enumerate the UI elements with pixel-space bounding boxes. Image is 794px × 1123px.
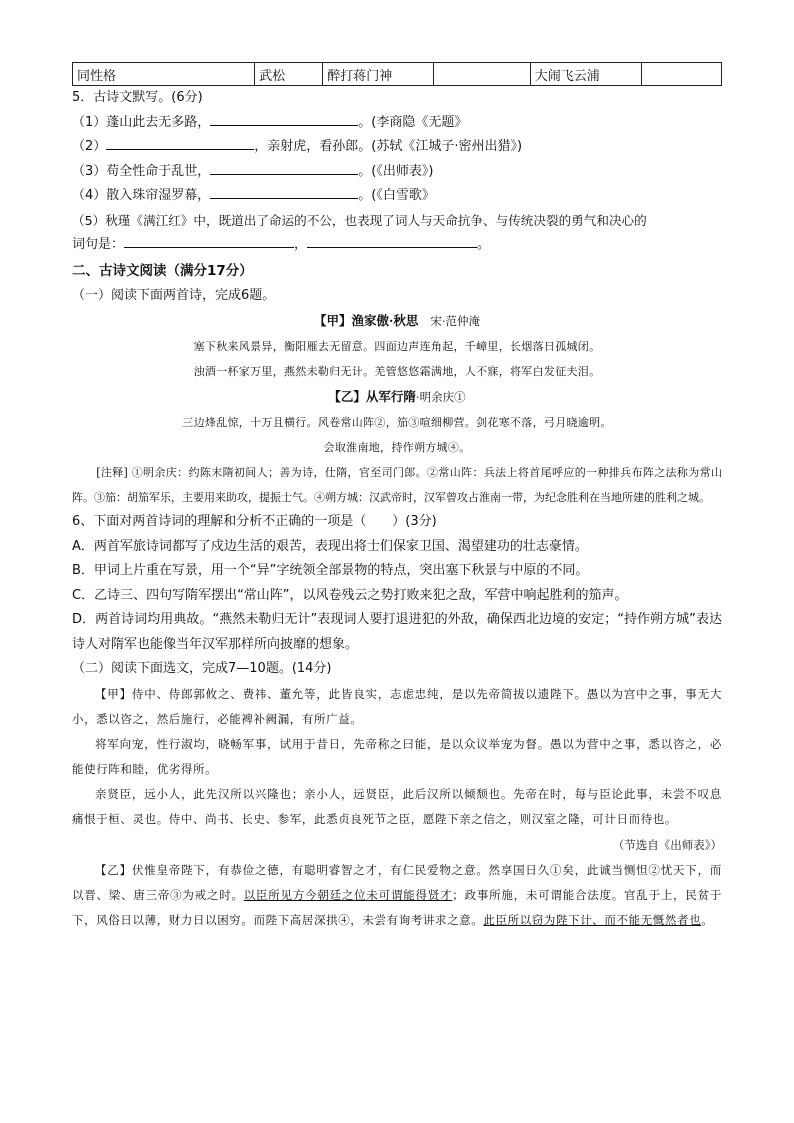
table-cell: 武松 [255,63,323,86]
table-cell: 醉打蒋门神 [323,63,434,86]
answer-blank[interactable] [307,233,477,248]
section-2-title: 二、古诗文阅读（满分17分） [72,262,253,279]
poem-2-title [72,384,722,410]
option-c[interactable]: C．乙诗三、四句写隋军摆出“常山阵”，以风卷残云之势打败来犯之敌，军营中响起胜利的笳声。 [72,587,628,603]
q5-item-1-suffix: 。(李商隐《无题》 [358,114,468,130]
answer-blank[interactable] [210,111,358,126]
answer-blank[interactable] [106,135,254,150]
table-row [73,63,722,86]
poem-2-author: ·明余庆① [415,390,466,404]
passage-2-part-1: 【乙】伏惟皇帝陛下，有恭俭之德，有聪明睿智之才，有仁民爱物之意。然享国日久①矣，此诚当恻怛②忧天下，而以晋、梁、唐三帝③为戒之时。 [72,862,722,902]
q5-item-3-prefix: （3）苟全性命于乱世， [72,163,211,179]
exam-page [72,62,722,933]
passage-2-part-3: 。 [701,912,714,927]
table-cell [641,63,721,86]
q5-item-3 [72,160,722,185]
poem-2-line-2: 会取淮南地，持作朔方城④。 [323,441,471,454]
answer-blank[interactable] [124,233,294,248]
q5-item-4-prefix: （4）散入珠帘湿罗幕， [72,188,211,203]
subsection-2-title: （二）阅读下面选文，完成7—10题。(14分) [72,661,332,676]
poem-2-line-1: 三边烽乱惊，十万且横行。风卷常山阵②，笳③喧细柳营。剑花寒不落，弓月晓逾明。 [182,416,612,429]
underlined-sentence-1: 以臣所见方今朝廷之位未可谓能得贤才 [243,887,453,902]
table-cell: 大闹飞云浦 [530,63,641,86]
table-cell [434,63,531,86]
answer-blank[interactable] [210,184,358,199]
passage-1-source: （节选自《出师表》） [612,837,722,852]
q5-item-1-prefix: （1）蓬山此去无多路， [72,114,211,130]
q5-item-2-suffix: ，亲射虎，看孙郎。(苏轼《江城子·密州出猎》) [254,139,523,154]
q5-item-3-suffix: 。(《出师表》) [358,163,434,179]
subsection-1-title: （一）阅读下面两首诗，完成6题。 [72,287,276,303]
question-6: 6、下面对两首诗词的理解和分析不正确的一项是（ ）(3分) [72,514,437,529]
q5-item-4 [72,184,722,209]
q5-title: 5．古诗文默写。(6分) [72,90,203,105]
option-a[interactable]: A．两首军旅诗词都写了戍边生活的艰苦，表现出将士们保家卫国、渴望建功的壮志豪情。 [72,538,588,554]
poem-notes: [注释] ①明余庆：约陈末隋初间人；善为诗，仕隋，官至司门郎。②常山阵：兵法上将首尾呼应的一种排兵布阵之法称为常山阵。③笳：胡笳军乐，主要用来助攻，提振士气。④朔方城：汉武帝时，汉军曾攻占淮南一带，为纪念胜利在当地所建的胜利之城。 [72,466,722,504]
q5-item-2-prefix: （2） [72,139,107,154]
q5-item-5-comma: ， [294,237,308,252]
passage-1-para-3: 亲贤臣，远小人，此先汉所以兴隆也；亲小人，远贤臣，此后汉所以倾颓也。先帝在时，每与臣论此事，未尝不叹息痛恨于桓、灵也。侍中、尚书、长史、参军，此悉贞良死节之臣，愿陛下亲之信之，则汉室之隆，可计日而待也。 [72,786,722,826]
poem-1-line-2: 浊酒一杯家万里，燕然未勒归无计。羌管悠悠霜满地，人不寐，将军白发征夫泪。 [193,365,601,378]
q5-item-1 [72,111,722,136]
option-d[interactable]: D．两首诗词均用典故。“燕然未勒归无计”表现词人要打退进犯的外敌，确保西北边境的安定；“持作朔方城”表达诗人对隋军也能像当年汉军那样所向披靡的想象。 [72,612,722,652]
q5-item-5-prefix: 词句是： [72,237,125,252]
passage-2 [72,858,722,933]
option-b[interactable]: B．甲词上片重在写景，用一个“异”字统领全部景物的特点，突出塞下秋景与中原的不同。 [72,563,589,578]
poem-1-title [72,308,722,334]
table-cell: 同性格 [73,63,255,86]
poem-1-name: 【甲】渔家傲·秋思 [313,313,419,328]
poem-1-author: 宋·范仲淹 [430,314,480,328]
passage-1-para-2: 将军向宠，性行淑均，晓畅军事，试用于昔日，先帝称之曰能，是以众议举宠为督。愚以为营中之事，悉以咨之，必能使行阵和睦，优劣得所。 [72,736,722,776]
passage-1-para-1: 【甲】侍中、侍郎郭攸之、费祎、董允等，此皆良实，志虑忠纯，是以先帝简拔以遗陛下。愚以为宫中之事，事无大小，悉以咨之，然后施行，必能裨补阙漏，有所广益。 [72,686,722,726]
q5-item-2 [72,135,722,160]
poem-2-name: 【乙】从军行隋 [328,389,416,404]
character-table [72,62,722,86]
answer-blank[interactable] [210,160,358,175]
q5-item-5: （5）秋瑾《满江红》中，既道出了命运的不公，也表现了词人与天命抗争、与传统决裂的勇气和决心的 [72,212,647,228]
q5-item-5-end: 。 [477,237,491,252]
underlined-sentence-2: 此臣所以窃为陛下计、而不能无慨然者也 [483,912,702,927]
q5-item-5-answer [72,233,722,258]
poem-1-line-1: 塞下秋来风景异，衡阳雁去无留意。四面边声连角起，千嶂里，长烟落日孤城闭。 [193,340,601,353]
q5-item-4-suffix: 。(《白雪歌》 [358,188,435,203]
passage-2-part-2: ；政事所施，未可谓能合法度。官乱于上，民贫于下，风俗日以薄，财力日以困穷。而陛下高居深拱④，未尝有询考讲求之意。 [72,887,723,927]
